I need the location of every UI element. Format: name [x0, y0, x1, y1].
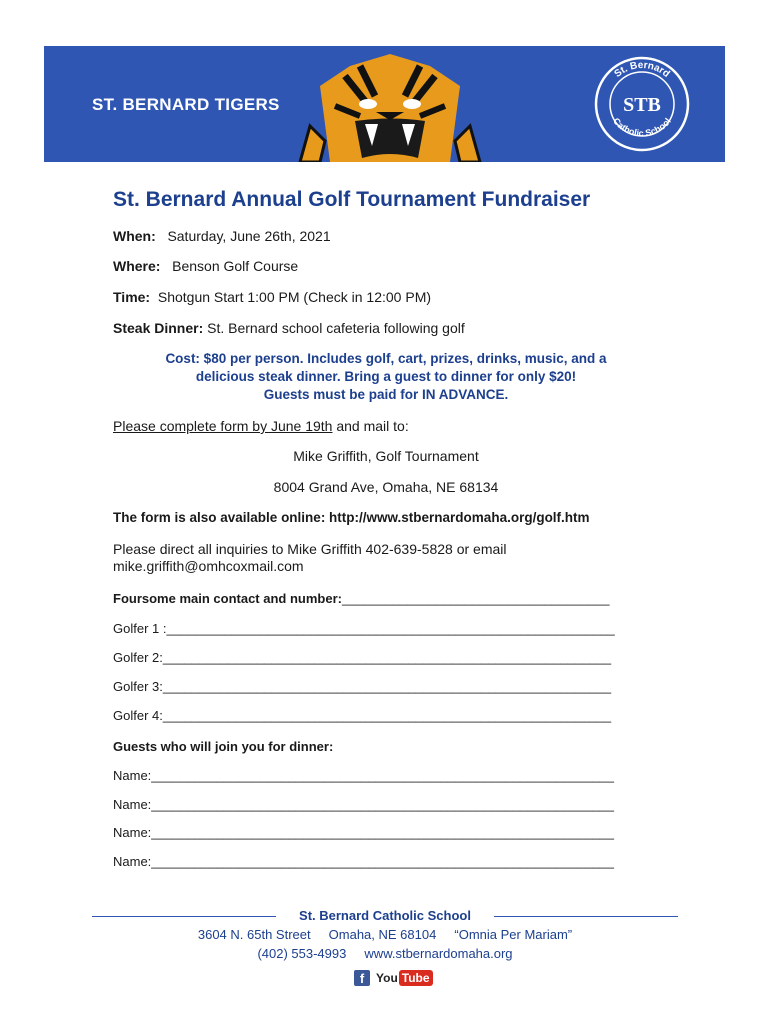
school-seal-icon — [592, 54, 692, 154]
youtube-tube: Tube — [399, 970, 433, 986]
deadline-text: Please complete form by June 19th — [113, 418, 333, 434]
when-value: Saturday, June 26th, 2021 — [167, 228, 331, 244]
tiger-mascot-icon — [290, 46, 490, 162]
svg-text:St. Bernard: St. Bernard — [612, 59, 672, 80]
footer-school-name: St. Bernard Catholic School — [299, 908, 471, 923]
mail-to-text: and mail to: — [332, 418, 409, 434]
where-label: Where: — [113, 258, 161, 274]
when-label: When: — [113, 228, 156, 244]
golfer-1-field[interactable]: Golfer 1 :______________________________________________________________ — [113, 621, 615, 636]
cost-notice — [113, 350, 659, 404]
guest-name-3-field[interactable]: Name:________________________________________________________________ — [113, 825, 615, 840]
cost-line-2: delicious steak dinner. Bring a guest to dinner for only $20! — [195, 369, 577, 384]
cost-line-3: Guests must be paid for IN ADVANCE. — [263, 387, 509, 402]
dinner-value: St. Bernard school cafeteria following golf — [207, 320, 465, 336]
dinner-label: Steak Dinner: — [113, 320, 204, 336]
facebook-icon[interactable]: f — [354, 970, 370, 986]
banner-title: ST. BERNARD TIGERS — [92, 95, 280, 114]
inquiries-email: mike.griffith@omhcoxmail.com — [113, 558, 304, 574]
cost-line-1: Cost: $80 per person. Includes golf, cart, prizes, drinks, music, and a — [165, 351, 607, 366]
social-links — [354, 970, 433, 986]
where-value: Benson Golf Course — [172, 258, 299, 274]
time-label: Time: — [113, 289, 151, 305]
mail-instruction — [113, 418, 409, 434]
foursome-contact-field[interactable] — [113, 591, 610, 606]
when-row — [113, 228, 331, 244]
guests-heading: Guests who will join you for dinner: — [113, 739, 334, 754]
footer-address: 3604 N. 65th Street Omaha, NE 68104 “Omnia Per Mariam” — [197, 927, 573, 942]
mail-address: 8004 Grand Ave, Omaha, NE 68134 — [273, 479, 499, 495]
guest-name-4-field[interactable]: Name:________________________________________________________________ — [113, 854, 615, 869]
page-title: St. Bernard Annual Golf Tournament Fundraiser — [113, 188, 591, 211]
header-banner — [44, 46, 725, 162]
svg-text:Catholic School: Catholic School — [611, 115, 673, 139]
footer-contact: (402) 553-4993 www.stbernardomaha.org — [257, 946, 513, 961]
guest-name-2-field[interactable]: Name:________________________________________________________________ — [113, 797, 615, 812]
mail-recipient: Mike Griffith, Golf Tournament — [293, 448, 479, 464]
where-row — [113, 258, 298, 274]
golfer-4-field[interactable]: Golfer 4:______________________________________________________________ — [113, 708, 612, 723]
golfer-2-field[interactable]: Golfer 2:______________________________________________________________ — [113, 650, 612, 665]
time-value: Shotgun Start 1:00 PM (Check in 12:00 PM) — [157, 289, 432, 305]
golfer-3-field[interactable]: Golfer 3:______________________________________________________________ — [113, 679, 612, 694]
guest-name-1-field[interactable]: Name:________________________________________________________________ — [113, 768, 615, 783]
foursome-blank: _____________________________________ — [341, 591, 610, 606]
time-row — [113, 289, 431, 305]
inquiries-line-1: Please direct all inquiries to Mike Griffith 402-639-5828 or email — [113, 541, 507, 557]
dinner-row — [113, 320, 465, 336]
online-notice: The form is also available online: http://www.stbernardomaha.org/golf.htm — [113, 510, 590, 525]
foursome-label: Foursome main contact and number: — [113, 591, 342, 606]
youtube-icon[interactable] — [376, 970, 433, 986]
youtube-you: You — [376, 971, 398, 985]
svg-text:STB: STB — [623, 94, 661, 116]
